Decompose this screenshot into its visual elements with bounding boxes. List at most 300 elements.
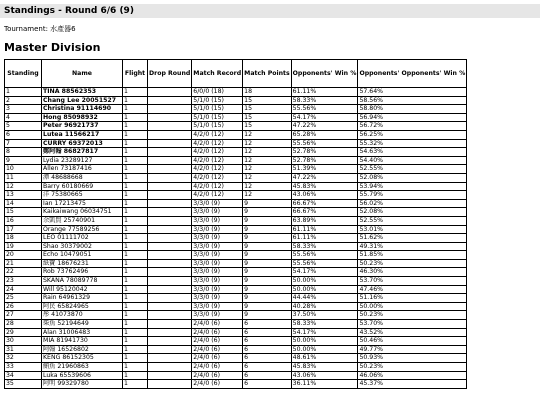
cell-drop-round bbox=[148, 105, 192, 114]
division-title: Master Division bbox=[4, 41, 101, 54]
cell-standing: 13 bbox=[5, 191, 42, 200]
cell-drop-round bbox=[148, 294, 192, 303]
cell-flight: 1 bbox=[123, 311, 148, 320]
cell-name: Orange 77589256 bbox=[42, 225, 123, 234]
cell-match-points: 9 bbox=[243, 268, 291, 277]
cell-opponents-opponents-win: 57.64% bbox=[358, 88, 467, 97]
cell-standing: 22 bbox=[5, 268, 42, 277]
cell-standing: 11 bbox=[5, 173, 42, 182]
cell-opponents-opponents-win: 55.79% bbox=[358, 191, 467, 200]
cell-standing: 15 bbox=[5, 208, 42, 217]
cell-match-points: 9 bbox=[243, 199, 291, 208]
cell-match-points: 6 bbox=[243, 371, 291, 380]
cell-opponents-opponents-win: 46.06% bbox=[358, 371, 467, 380]
table-row bbox=[5, 199, 467, 208]
cell-name: 阿明 99329780 bbox=[42, 380, 123, 389]
cell-flight: 1 bbox=[123, 191, 148, 200]
cell-match-points: 15 bbox=[243, 96, 291, 105]
cell-opponents-win: 52.78% bbox=[291, 148, 358, 157]
table-row bbox=[5, 328, 467, 337]
cell-name: Chang Lee 20051527 bbox=[42, 96, 123, 105]
cell-standing: 19 bbox=[5, 242, 42, 251]
cell-opponents-win: 58.33% bbox=[291, 242, 358, 251]
cell-flight: 1 bbox=[123, 225, 148, 234]
cell-name: Barry 60180669 bbox=[42, 182, 123, 191]
cell-match-record: 3/3/0 (9) bbox=[192, 268, 243, 277]
cell-match-record: 5/1/0 (15) bbox=[192, 113, 243, 122]
cell-drop-round bbox=[148, 122, 192, 131]
cell-standing: 21 bbox=[5, 259, 42, 268]
cell-name: Peter 96921737 bbox=[42, 122, 123, 131]
cell-drop-round bbox=[148, 268, 192, 277]
cell-flight: 1 bbox=[123, 208, 148, 217]
cell-name: 余凱賢 25740901 bbox=[42, 216, 123, 225]
cell-name: Ian 17213475 bbox=[42, 199, 123, 208]
cell-match-record: 3/3/0 (9) bbox=[192, 311, 243, 320]
cell-opponents-win: 66.67% bbox=[291, 199, 358, 208]
table-row bbox=[5, 251, 467, 260]
cell-standing: 8 bbox=[5, 148, 42, 157]
cell-name: Kaikaiwang 06034751 bbox=[42, 208, 123, 217]
cell-opponents-win: 58.33% bbox=[291, 96, 358, 105]
table-row bbox=[5, 191, 467, 200]
header-match-record: Match Record bbox=[192, 60, 243, 88]
cell-opponents-win: 66.67% bbox=[291, 208, 358, 217]
cell-match-record: 3/3/0 (9) bbox=[192, 208, 243, 217]
cell-opponents-win: 51.39% bbox=[291, 165, 358, 174]
cell-flight: 1 bbox=[123, 88, 148, 97]
cell-drop-round bbox=[148, 363, 192, 372]
table-row bbox=[5, 268, 467, 277]
table-row bbox=[5, 234, 467, 243]
cell-match-points: 9 bbox=[243, 302, 291, 311]
cell-opponents-opponents-win: 51.85% bbox=[358, 251, 467, 260]
cell-flight: 1 bbox=[123, 380, 148, 389]
header-flight: Flight bbox=[123, 60, 148, 88]
cell-name: Echo 10479051 bbox=[42, 251, 123, 260]
cell-drop-round bbox=[148, 345, 192, 354]
table-row bbox=[5, 173, 467, 182]
cell-standing: 33 bbox=[5, 363, 42, 372]
cell-opponents-win: 55.56% bbox=[291, 139, 358, 148]
cell-standing: 25 bbox=[5, 294, 42, 303]
cell-standing: 2 bbox=[5, 96, 42, 105]
cell-match-record: 2/4/0 (6) bbox=[192, 345, 243, 354]
cell-match-record: 3/3/0 (9) bbox=[192, 277, 243, 286]
cell-match-points: 9 bbox=[243, 242, 291, 251]
cell-match-record: 2/4/0 (6) bbox=[192, 354, 243, 363]
cell-standing: 26 bbox=[5, 302, 42, 311]
cell-match-record: 4/2/0 (12) bbox=[192, 191, 243, 200]
cell-flight: 1 bbox=[123, 96, 148, 105]
page-title: Standings - Round 6/6 (9) bbox=[4, 6, 134, 16]
cell-flight: 1 bbox=[123, 294, 148, 303]
cell-opponents-win: 47.22% bbox=[291, 173, 358, 182]
cell-match-record: 6/0/0 (18) bbox=[192, 88, 243, 97]
cell-opponents-opponents-win: 52.08% bbox=[358, 208, 467, 217]
cell-drop-round bbox=[148, 354, 192, 363]
cell-opponents-win: 45.83% bbox=[291, 363, 358, 372]
cell-opponents-opponents-win: 56.25% bbox=[358, 130, 467, 139]
cell-match-record: 4/2/0 (12) bbox=[192, 139, 243, 148]
table-row bbox=[5, 320, 467, 329]
table-row bbox=[5, 122, 467, 131]
cell-standing: 29 bbox=[5, 328, 42, 337]
cell-flight: 1 bbox=[123, 156, 148, 165]
cell-name: 紙寶 18676231 bbox=[42, 259, 123, 268]
cell-match-record: 2/4/0 (6) bbox=[192, 371, 243, 380]
cell-drop-round bbox=[148, 148, 192, 157]
cell-standing: 27 bbox=[5, 311, 42, 320]
cell-match-record: 3/3/0 (9) bbox=[192, 285, 243, 294]
header-opponents-opponents-win: Opponents' Opponents' Win % bbox=[358, 60, 467, 88]
cell-drop-round bbox=[148, 113, 192, 122]
cell-match-points: 12 bbox=[243, 156, 291, 165]
cell-flight: 1 bbox=[123, 268, 148, 277]
cell-name: Rob 73762496 bbox=[42, 268, 123, 277]
cell-standing: 24 bbox=[5, 285, 42, 294]
cell-flight: 1 bbox=[123, 345, 148, 354]
cell-opponents-opponents-win: 50.23% bbox=[358, 259, 467, 268]
cell-standing: 7 bbox=[5, 139, 42, 148]
cell-standing: 32 bbox=[5, 354, 42, 363]
cell-drop-round bbox=[148, 130, 192, 139]
cell-name: Rain 64961329 bbox=[42, 294, 123, 303]
cell-drop-round bbox=[148, 251, 192, 260]
cell-name: 柴魚 52194649 bbox=[42, 320, 123, 329]
cell-opponents-opponents-win: 53.94% bbox=[358, 182, 467, 191]
cell-name: 鮪魚 21960863 bbox=[42, 363, 123, 372]
cell-drop-round bbox=[148, 302, 192, 311]
cell-match-points: 12 bbox=[243, 191, 291, 200]
header-match-points: Match Points bbox=[243, 60, 291, 88]
cell-match-points: 12 bbox=[243, 148, 291, 157]
cell-opponents-opponents-win: 50.23% bbox=[358, 363, 467, 372]
cell-opponents-win: 36.11% bbox=[291, 380, 358, 389]
cell-opponents-win: 52.78% bbox=[291, 156, 358, 165]
cell-flight: 1 bbox=[123, 277, 148, 286]
cell-match-points: 6 bbox=[243, 328, 291, 337]
header-opponents-win: Opponents' Win % bbox=[291, 60, 358, 88]
cell-flight: 1 bbox=[123, 234, 148, 243]
header-bar bbox=[0, 4, 540, 18]
cell-match-points: 9 bbox=[243, 208, 291, 217]
cell-opponents-win: 50.00% bbox=[291, 285, 358, 294]
cell-match-record: 3/3/0 (9) bbox=[192, 302, 243, 311]
cell-drop-round bbox=[148, 311, 192, 320]
cell-drop-round bbox=[148, 234, 192, 243]
cell-name: 洋 75380665 bbox=[42, 191, 123, 200]
cell-match-record: 2/4/0 (6) bbox=[192, 380, 243, 389]
cell-opponents-win: 61.11% bbox=[291, 234, 358, 243]
cell-opponents-opponents-win: 52.55% bbox=[358, 216, 467, 225]
cell-standing: 16 bbox=[5, 216, 42, 225]
cell-match-points: 15 bbox=[243, 113, 291, 122]
cell-drop-round bbox=[148, 96, 192, 105]
table-row bbox=[5, 285, 467, 294]
cell-opponents-win: 55.56% bbox=[291, 259, 358, 268]
cell-match-points: 9 bbox=[243, 277, 291, 286]
cell-opponents-win: 50.00% bbox=[291, 337, 358, 346]
cell-match-record: 5/1/0 (15) bbox=[192, 105, 243, 114]
cell-drop-round bbox=[148, 182, 192, 191]
cell-opponents-win: 55.56% bbox=[291, 105, 358, 114]
cell-flight: 1 bbox=[123, 165, 148, 174]
cell-drop-round bbox=[148, 328, 192, 337]
cell-standing: 10 bbox=[5, 165, 42, 174]
cell-name: 潭 48688668 bbox=[42, 173, 123, 182]
cell-opponents-opponents-win: 54.63% bbox=[358, 148, 467, 157]
cell-name: KENG 86152305 bbox=[42, 354, 123, 363]
cell-opponents-win: 54.17% bbox=[291, 328, 358, 337]
cell-standing: 5 bbox=[5, 122, 42, 131]
cell-opponents-opponents-win: 52.08% bbox=[358, 173, 467, 182]
cell-match-points: 12 bbox=[243, 173, 291, 182]
cell-opponents-opponents-win: 56.94% bbox=[358, 113, 467, 122]
cell-name: LEO 01111702 bbox=[42, 234, 123, 243]
table-row bbox=[5, 294, 467, 303]
table-body bbox=[5, 88, 467, 389]
cell-drop-round bbox=[148, 242, 192, 251]
cell-opponents-opponents-win: 55.32% bbox=[358, 139, 467, 148]
cell-opponents-win: 65.28% bbox=[291, 130, 358, 139]
cell-drop-round bbox=[148, 88, 192, 97]
cell-standing: 34 bbox=[5, 371, 42, 380]
cell-drop-round bbox=[148, 259, 192, 268]
cell-name: Allen 73187416 bbox=[42, 165, 123, 174]
cell-name: Hong 85098932 bbox=[42, 113, 123, 122]
cell-match-points: 6 bbox=[243, 363, 291, 372]
table-row bbox=[5, 156, 467, 165]
cell-opponents-opponents-win: 49.31% bbox=[358, 242, 467, 251]
table-row bbox=[5, 345, 467, 354]
cell-match-record: 2/4/0 (6) bbox=[192, 320, 243, 329]
cell-opponents-win: 58.33% bbox=[291, 320, 358, 329]
cell-drop-round bbox=[148, 337, 192, 346]
cell-flight: 1 bbox=[123, 302, 148, 311]
cell-opponents-win: 44.44% bbox=[291, 294, 358, 303]
header-name: Name bbox=[42, 60, 123, 88]
cell-match-points: 6 bbox=[243, 354, 291, 363]
cell-opponents-opponents-win: 51.16% bbox=[358, 294, 467, 303]
table-header-row bbox=[5, 60, 467, 88]
cell-opponents-opponents-win: 50.46% bbox=[358, 337, 467, 346]
cell-standing: 20 bbox=[5, 251, 42, 260]
cell-match-points: 9 bbox=[243, 216, 291, 225]
table-row bbox=[5, 216, 467, 225]
header-drop-round: Drop Round bbox=[148, 60, 192, 88]
cell-flight: 1 bbox=[123, 216, 148, 225]
cell-opponents-win: 54.17% bbox=[291, 113, 358, 122]
cell-drop-round bbox=[148, 285, 192, 294]
cell-match-points: 15 bbox=[243, 122, 291, 131]
cell-name: Shao 30379002 bbox=[42, 242, 123, 251]
cell-drop-round bbox=[148, 320, 192, 329]
cell-opponents-opponents-win: 53.01% bbox=[358, 225, 467, 234]
cell-match-record: 5/1/0 (15) bbox=[192, 122, 243, 131]
cell-opponents-win: 54.17% bbox=[291, 268, 358, 277]
cell-name: SKANA 78089778 bbox=[42, 277, 123, 286]
cell-match-points: 6 bbox=[243, 380, 291, 389]
cell-standing: 9 bbox=[5, 156, 42, 165]
cell-opponents-opponents-win: 52.55% bbox=[358, 165, 467, 174]
cell-match-record: 2/4/0 (6) bbox=[192, 337, 243, 346]
cell-opponents-opponents-win: 50.00% bbox=[358, 302, 467, 311]
cell-drop-round bbox=[148, 277, 192, 286]
cell-match-record: 3/3/0 (9) bbox=[192, 199, 243, 208]
cell-match-record: 3/3/0 (9) bbox=[192, 234, 243, 243]
table-row bbox=[5, 165, 467, 174]
table-row bbox=[5, 130, 467, 139]
table-row bbox=[5, 277, 467, 286]
cell-drop-round bbox=[148, 371, 192, 380]
cell-match-record: 3/3/0 (9) bbox=[192, 259, 243, 268]
cell-name: TINA 88562353 bbox=[42, 88, 123, 97]
table-row bbox=[5, 139, 467, 148]
cell-standing: 31 bbox=[5, 345, 42, 354]
cell-flight: 1 bbox=[123, 259, 148, 268]
cell-opponents-opponents-win: 54.40% bbox=[358, 156, 467, 165]
cell-opponents-win: 61.11% bbox=[291, 225, 358, 234]
cell-opponents-win: 43.06% bbox=[291, 191, 358, 200]
cell-name: 鄭阿翰 86827817 bbox=[42, 148, 123, 157]
cell-match-record: 3/3/0 (9) bbox=[192, 242, 243, 251]
cell-drop-round bbox=[148, 216, 192, 225]
cell-name: MIA 81941730 bbox=[42, 337, 123, 346]
cell-drop-round bbox=[148, 139, 192, 148]
cell-match-points: 18 bbox=[243, 88, 291, 97]
cell-opponents-opponents-win: 50.93% bbox=[358, 354, 467, 363]
cell-match-points: 12 bbox=[243, 139, 291, 148]
cell-opponents-win: 48.61% bbox=[291, 354, 358, 363]
cell-standing: 23 bbox=[5, 277, 42, 286]
cell-opponents-opponents-win: 46.30% bbox=[358, 268, 467, 277]
cell-standing: 3 bbox=[5, 105, 42, 114]
cell-opponents-opponents-win: 53.70% bbox=[358, 277, 467, 286]
cell-standing: 28 bbox=[5, 320, 42, 329]
cell-drop-round bbox=[148, 380, 192, 389]
cell-drop-round bbox=[148, 165, 192, 174]
cell-standing: 12 bbox=[5, 182, 42, 191]
cell-match-record: 4/2/0 (12) bbox=[192, 182, 243, 191]
cell-flight: 1 bbox=[123, 113, 148, 122]
cell-opponents-opponents-win: 56.02% bbox=[358, 199, 467, 208]
table-row bbox=[5, 113, 467, 122]
cell-standing: 4 bbox=[5, 113, 42, 122]
table-row bbox=[5, 337, 467, 346]
cell-flight: 1 bbox=[123, 371, 148, 380]
cell-flight: 1 bbox=[123, 363, 148, 372]
cell-flight: 1 bbox=[123, 320, 148, 329]
table-row bbox=[5, 363, 467, 372]
cell-name: Lydia 23289127 bbox=[42, 156, 123, 165]
cell-match-points: 12 bbox=[243, 182, 291, 191]
cell-drop-round bbox=[148, 208, 192, 217]
cell-match-record: 4/2/0 (12) bbox=[192, 130, 243, 139]
cell-name: CURRY 69372013 bbox=[42, 139, 123, 148]
table-row bbox=[5, 259, 467, 268]
cell-standing: 6 bbox=[5, 130, 42, 139]
cell-match-points: 12 bbox=[243, 165, 291, 174]
cell-name: 阿翰 16526802 bbox=[42, 345, 123, 354]
cell-match-points: 9 bbox=[243, 259, 291, 268]
cell-name: Luka 65539606 bbox=[42, 371, 123, 380]
cell-opponents-win: 43.06% bbox=[291, 371, 358, 380]
cell-opponents-win: 55.56% bbox=[291, 251, 358, 260]
cell-name: Lutea 11566217 bbox=[42, 130, 123, 139]
cell-name: Alan 31006483 bbox=[42, 328, 123, 337]
cell-match-points: 12 bbox=[243, 130, 291, 139]
cell-flight: 1 bbox=[123, 122, 148, 131]
table-row bbox=[5, 105, 467, 114]
standings-table bbox=[4, 59, 467, 389]
table-row bbox=[5, 208, 467, 217]
table-row bbox=[5, 242, 467, 251]
cell-drop-round bbox=[148, 225, 192, 234]
cell-flight: 1 bbox=[123, 148, 148, 157]
cell-flight: 1 bbox=[123, 242, 148, 251]
cell-standing: 18 bbox=[5, 234, 42, 243]
cell-flight: 1 bbox=[123, 251, 148, 260]
cell-opponents-opponents-win: 45.37% bbox=[358, 380, 467, 389]
table-row bbox=[5, 182, 467, 191]
cell-name: Will 95120042 bbox=[42, 285, 123, 294]
cell-flight: 1 bbox=[123, 182, 148, 191]
cell-opponents-win: 40.28% bbox=[291, 302, 358, 311]
cell-drop-round bbox=[148, 191, 192, 200]
table-row bbox=[5, 302, 467, 311]
cell-opponents-win: 63.89% bbox=[291, 216, 358, 225]
cell-flight: 1 bbox=[123, 130, 148, 139]
cell-match-points: 6 bbox=[243, 345, 291, 354]
cell-flight: 1 bbox=[123, 139, 148, 148]
cell-standing: 35 bbox=[5, 380, 42, 389]
cell-match-points: 9 bbox=[243, 311, 291, 320]
cell-opponents-win: 50.00% bbox=[291, 345, 358, 354]
cell-match-record: 3/3/0 (9) bbox=[192, 216, 243, 225]
cell-opponents-opponents-win: 58.56% bbox=[358, 96, 467, 105]
cell-match-record: 2/4/0 (6) bbox=[192, 363, 243, 372]
table-row bbox=[5, 380, 467, 389]
cell-match-record: 4/2/0 (12) bbox=[192, 148, 243, 157]
cell-drop-round bbox=[148, 173, 192, 182]
cell-match-points: 9 bbox=[243, 251, 291, 260]
cell-match-points: 15 bbox=[243, 105, 291, 114]
cell-name: 彤 41073870 bbox=[42, 311, 123, 320]
header-standing: Standing bbox=[5, 60, 42, 88]
cell-flight: 1 bbox=[123, 285, 148, 294]
cell-standing: 17 bbox=[5, 225, 42, 234]
cell-flight: 1 bbox=[123, 105, 148, 114]
cell-match-points: 9 bbox=[243, 285, 291, 294]
cell-match-record: 4/2/0 (12) bbox=[192, 165, 243, 174]
cell-flight: 1 bbox=[123, 337, 148, 346]
cell-flight: 1 bbox=[123, 173, 148, 182]
cell-opponents-win: 45.83% bbox=[291, 182, 358, 191]
table-row bbox=[5, 311, 467, 320]
cell-match-record: 3/3/0 (9) bbox=[192, 251, 243, 260]
table-row bbox=[5, 354, 467, 363]
cell-match-points: 9 bbox=[243, 225, 291, 234]
cell-opponents-win: 50.00% bbox=[291, 277, 358, 286]
table-row bbox=[5, 96, 467, 105]
cell-drop-round bbox=[148, 199, 192, 208]
cell-opponents-win: 47.22% bbox=[291, 122, 358, 131]
cell-opponents-win: 61.11% bbox=[291, 88, 358, 97]
cell-match-record: 5/1/0 (15) bbox=[192, 96, 243, 105]
cell-opponents-opponents-win: 56.72% bbox=[358, 122, 467, 131]
table-row bbox=[5, 371, 467, 380]
